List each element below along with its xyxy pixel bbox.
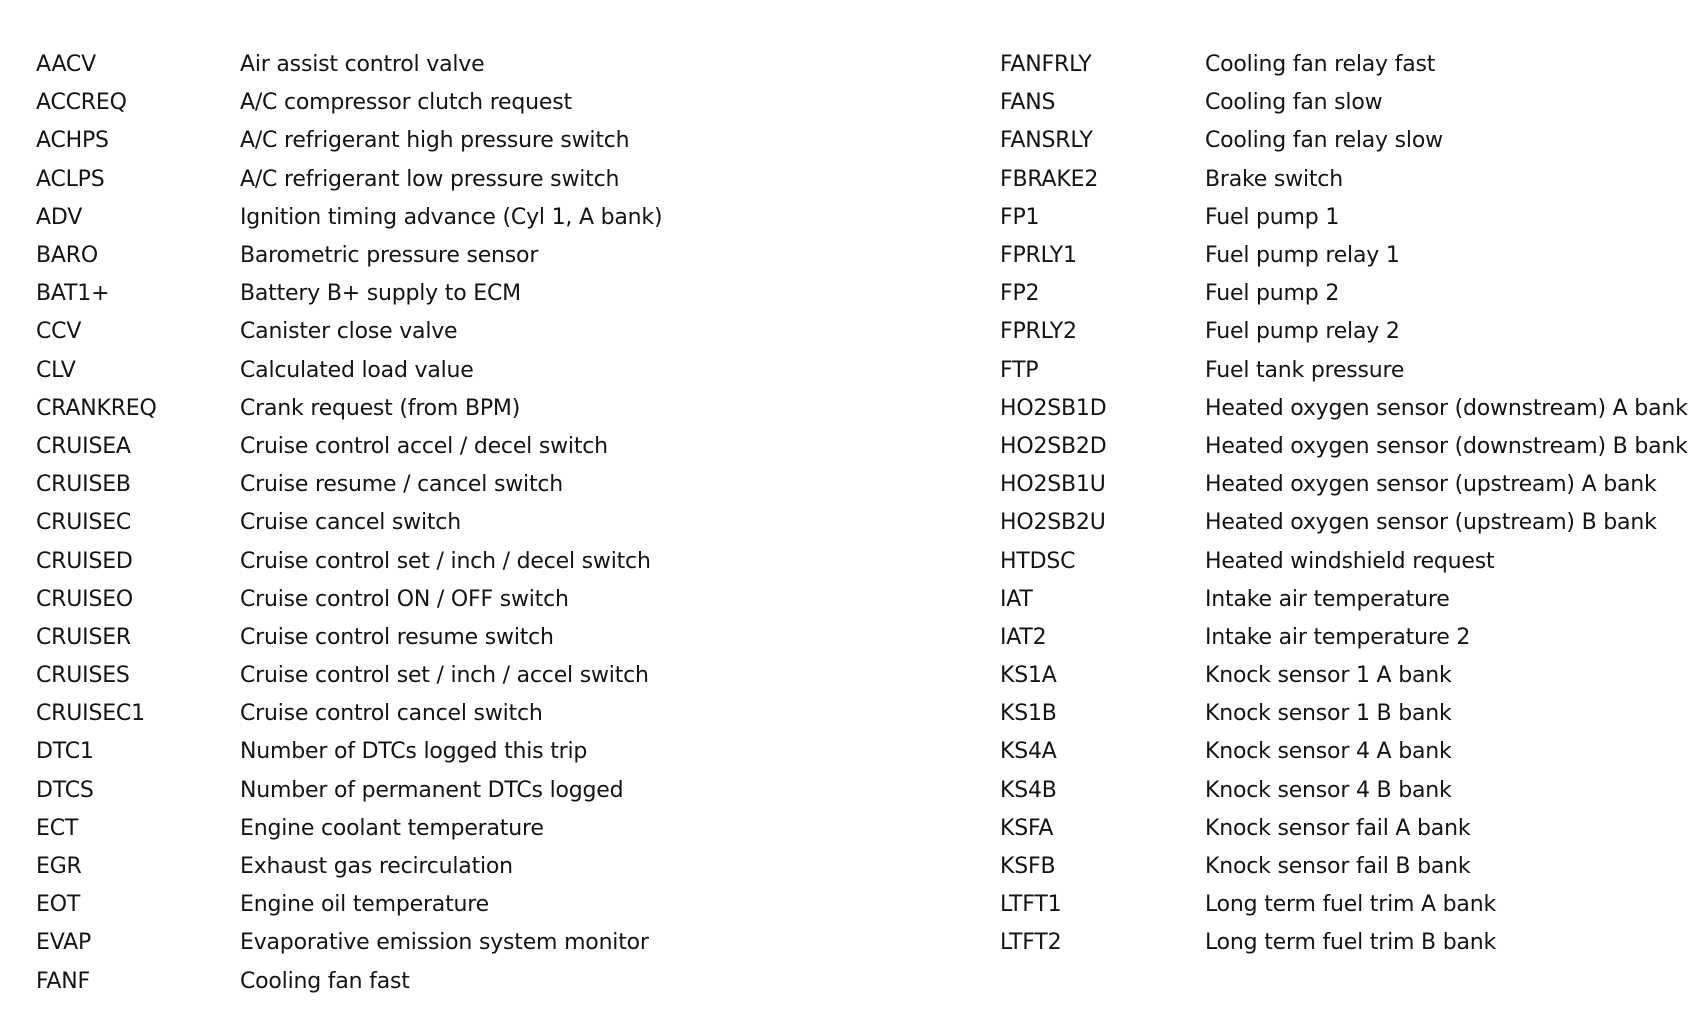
abbreviation-description: Fuel pump 2 [1205, 281, 1340, 307]
abbreviation: KSFB [1000, 854, 1056, 880]
glossary-row [1000, 84, 1690, 122]
glossary-row [36, 122, 936, 160]
glossary-row [1000, 199, 1690, 237]
glossary-row [36, 924, 936, 962]
glossary-row [36, 733, 936, 771]
abbreviation: FANFRLY [1000, 52, 1092, 78]
abbreviation-description: Heated oxygen sensor (downstream) A bank [1205, 395, 1688, 421]
abbreviation-description: Ignition timing advance (Cyl 1, A bank) [240, 204, 663, 230]
glossary-row [1000, 428, 1690, 466]
abbreviation-description: A/C refrigerant high pressure switch [240, 128, 630, 154]
abbreviation: HTDSC [1000, 548, 1076, 574]
abbreviation: BARO [36, 243, 98, 269]
abbreviation-description: Evaporative emission system monitor [240, 930, 649, 956]
abbreviation: FTP [1000, 357, 1039, 383]
abbreviation: LTFT1 [1000, 892, 1062, 918]
abbreviation: IAT2 [1000, 624, 1047, 650]
abbreviation: KS4B [1000, 777, 1057, 803]
glossary-row [1000, 657, 1690, 695]
abbreviation: BAT1+ [36, 281, 110, 307]
abbreviation: ADV [36, 204, 83, 230]
abbreviation-description: Knock sensor fail A bank [1205, 815, 1471, 841]
abbreviation-description: A/C refrigerant low pressure switch [240, 166, 620, 192]
glossary-row [1000, 886, 1690, 924]
glossary-row [1000, 504, 1690, 542]
glossary-row [1000, 542, 1690, 580]
glossary-row [1000, 313, 1690, 351]
abbreviation-description: Heated oxygen sensor (upstream) A bank [1205, 472, 1657, 498]
abbreviation: ECT [36, 815, 79, 841]
abbreviation: ACCREQ [36, 90, 127, 116]
glossary-row [36, 963, 936, 1001]
abbreviation-description: Intake air temperature 2 [1205, 624, 1471, 650]
abbreviation-description: Number of permanent DTCs logged [240, 777, 624, 803]
abbreviation: AACV [36, 52, 96, 78]
abbreviation: FP2 [1000, 281, 1040, 307]
glossary-row [36, 352, 936, 390]
abbreviation-description: Heated oxygen sensor (downstream) B bank [1205, 433, 1688, 459]
abbreviation: KS1B [1000, 701, 1057, 727]
abbreviation-description: Knock sensor fail B bank [1205, 854, 1471, 880]
abbreviation-description: Fuel pump relay 2 [1205, 319, 1400, 345]
abbreviation: FBRAKE2 [1000, 166, 1099, 192]
abbreviation-description: Fuel pump 1 [1205, 204, 1340, 230]
glossary-row [36, 390, 936, 428]
abbreviation: CRUISER [36, 624, 131, 650]
abbreviation-description: Long term fuel trim B bank [1205, 930, 1497, 956]
abbreviation-description: Air assist control valve [240, 52, 485, 78]
abbreviation: FANSRLY [1000, 128, 1093, 154]
glossary-row [1000, 390, 1690, 428]
abbreviation: HO2SB1D [1000, 395, 1107, 421]
abbreviation-description: Cruise control resume switch [240, 624, 554, 650]
abbreviation-description: Knock sensor 4 B bank [1205, 777, 1452, 803]
abbreviation: FP1 [1000, 204, 1040, 230]
glossary-row [36, 428, 936, 466]
abbreviation-description: Cruise control set / inch / decel switch [240, 548, 651, 574]
glossary-row [36, 275, 936, 313]
abbreviation: ACLPS [36, 166, 105, 192]
abbreviation-description: Knock sensor 4 A bank [1205, 739, 1452, 765]
glossary-row [1000, 733, 1690, 771]
abbreviation-description: Fuel tank pressure [1205, 357, 1405, 383]
glossary-row [1000, 161, 1690, 199]
glossary-row [36, 542, 936, 580]
abbreviation: CRUISEC1 [36, 701, 145, 727]
abbreviation-description: Fuel pump relay 1 [1205, 243, 1400, 269]
glossary-row [1000, 466, 1690, 504]
glossary-row [36, 581, 936, 619]
abbreviation-description: A/C compressor clutch request [240, 90, 572, 116]
abbreviation-description: Cruise resume / cancel switch [240, 472, 564, 498]
glossary-row [1000, 122, 1690, 160]
abbreviation: CRUISEC [36, 510, 132, 536]
glossary-row [1000, 810, 1690, 848]
abbreviation: CCV [36, 319, 82, 345]
abbreviation: KS4A [1000, 739, 1057, 765]
abbreviation-description: Cooling fan fast [240, 968, 410, 994]
abbreviation: EGR [36, 854, 82, 880]
glossary-row [1000, 848, 1690, 886]
abbreviation: FANF [36, 968, 90, 994]
glossary-row [36, 619, 936, 657]
glossary-left-column [36, 46, 936, 1001]
abbreviation: CRUISEB [36, 472, 131, 498]
abbreviation: FPRLY1 [1000, 243, 1077, 269]
abbreviation: LTFT2 [1000, 930, 1062, 956]
abbreviation: CRUISEA [36, 433, 131, 459]
abbreviation: KS1A [1000, 663, 1057, 689]
glossary-row [1000, 924, 1690, 962]
abbreviation: FPRLY2 [1000, 319, 1077, 345]
abbreviation: DTC1 [36, 739, 94, 765]
glossary-row [36, 313, 936, 351]
glossary-row [36, 695, 936, 733]
abbreviation-description: Brake switch [1205, 166, 1343, 192]
abbreviation-description: Exhaust gas recirculation [240, 854, 513, 880]
abbreviation: HO2SB1U [1000, 472, 1106, 498]
abbreviation-description: Heated windshield request [1205, 548, 1495, 574]
abbreviation: CLV [36, 357, 76, 383]
abbreviation: DTCS [36, 777, 94, 803]
abbreviation: CRANKREQ [36, 395, 157, 421]
glossary-row [1000, 619, 1690, 657]
glossary-row [36, 237, 936, 275]
glossary-row [36, 161, 936, 199]
glossary-row [36, 772, 936, 810]
abbreviation: EVAP [36, 930, 92, 956]
abbreviation: EOT [36, 892, 81, 918]
glossary-row [1000, 352, 1690, 390]
abbreviation-description: Cooling fan relay slow [1205, 128, 1443, 154]
glossary-row [36, 810, 936, 848]
glossary-row [36, 848, 936, 886]
glossary-right-column [1000, 46, 1690, 963]
abbreviation-description: Cruise control accel / decel switch [240, 433, 608, 459]
abbreviation-description: Engine coolant temperature [240, 815, 544, 841]
abbreviation: HO2SB2D [1000, 433, 1107, 459]
glossary-row [36, 466, 936, 504]
abbreviation-description: Calculated load value [240, 357, 474, 383]
glossary-row [1000, 581, 1690, 619]
abbreviation: CRUISEO [36, 586, 134, 612]
abbreviation-description: Engine oil temperature [240, 892, 489, 918]
abbreviation: KSFA [1000, 815, 1054, 841]
glossary-row [1000, 772, 1690, 810]
abbreviation-description: Long term fuel trim A bank [1205, 892, 1496, 918]
abbreviation-description: Cruise cancel switch [240, 510, 461, 536]
glossary-row [1000, 275, 1690, 313]
abbreviation-description: Knock sensor 1 A bank [1205, 663, 1452, 689]
abbreviation: CRUISED [36, 548, 133, 574]
abbreviation-description: Cruise control set / inch / accel switch [240, 663, 649, 689]
abbreviation-glossary [0, 46, 1704, 1006]
abbreviation-description: Cooling fan slow [1205, 90, 1383, 116]
glossary-row [36, 504, 936, 542]
abbreviation-description: Cruise control ON / OFF switch [240, 586, 569, 612]
abbreviation: ACHPS [36, 128, 109, 154]
glossary-row [36, 657, 936, 695]
abbreviation-description: Barometric pressure sensor [240, 243, 539, 269]
abbreviation-description: Battery B+ supply to ECM [240, 281, 521, 307]
abbreviation: CRUISES [36, 663, 130, 689]
abbreviation-description: Cooling fan relay fast [1205, 52, 1436, 78]
glossary-row [36, 46, 936, 84]
abbreviation-description: Crank request (from BPM) [240, 395, 521, 421]
abbreviation: HO2SB2U [1000, 510, 1106, 536]
glossary-row [36, 886, 936, 924]
glossary-row [1000, 695, 1690, 733]
abbreviation-description: Intake air temperature [1205, 586, 1450, 612]
glossary-row [36, 199, 936, 237]
glossary-row [1000, 46, 1690, 84]
abbreviation: IAT [1000, 586, 1033, 612]
glossary-row [1000, 237, 1690, 275]
abbreviation-description: Knock sensor 1 B bank [1205, 701, 1452, 727]
abbreviation: FANS [1000, 90, 1056, 116]
abbreviation-description: Number of DTCs logged this trip [240, 739, 588, 765]
abbreviation-description: Heated oxygen sensor (upstream) B bank [1205, 510, 1657, 536]
abbreviation-description: Cruise control cancel switch [240, 701, 543, 727]
glossary-row [36, 84, 936, 122]
abbreviation-description: Canister close valve [240, 319, 458, 345]
